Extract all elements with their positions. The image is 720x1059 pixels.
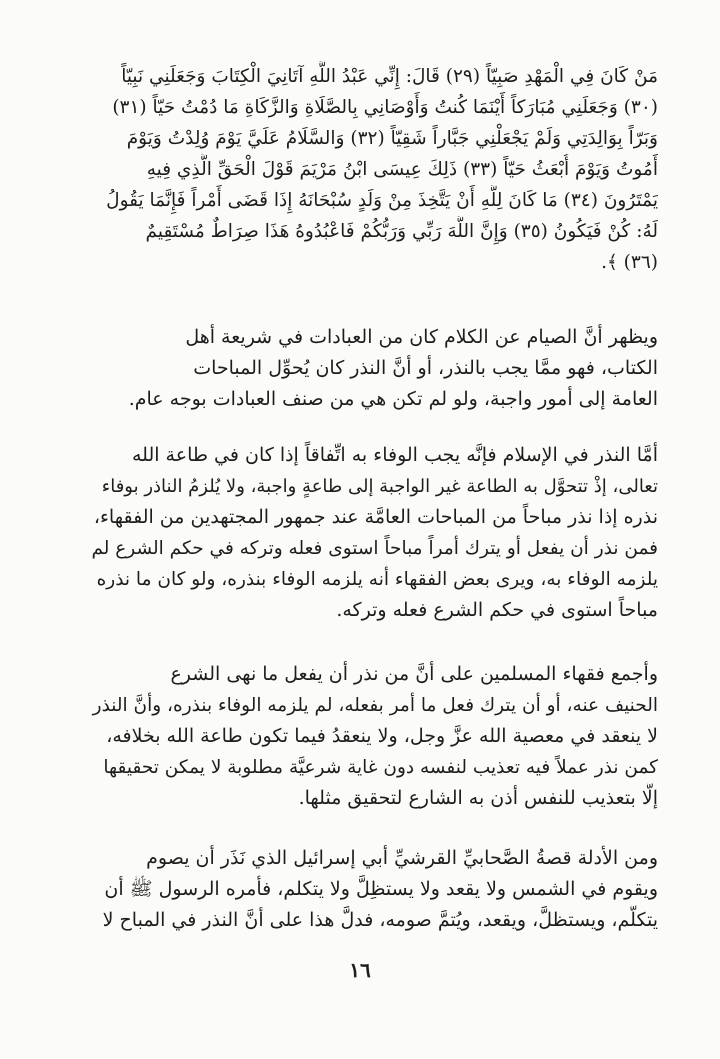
quran-line: لَهُ: كُنْ فَيَكُونُ (٣٥) وَإِنَّ اللَّهَ رَبِّي وَرَبُّكُمْ فَاعْبُدُوهُ هَذَا صِرَاطٌ مُسْتَقِيمٌ [145,221,658,242]
paragraph-line: الكتاب، فهو ممَّا يجب بالنذر، أو أنَّ النذر كان يُحوِّل المباحات [193,357,658,379]
quran-line: مَنْ كَانَ فِي الْمَهْدِ صَبِيّاً (٢٩) قَالَ: إِنِّي عَبْدُ اللَّهِ آتَانِيَ الْكِتَابَ وَجَعَلَنِي نَبِيّاً [121,66,658,87]
quran-verses-block [90,61,658,278]
paragraph-line: تعالى، إذْ تتحوَّل به الطاعة غير الواجبة إلى طاعةٍ واجبة، ولا يُلزمُ الناذر بوفاء [101,476,658,497]
paragraph-line: يتكلَّم، ويستظلَّ، ويقعد، ويُتمَّ صومه، فدلَّ هذا على أنَّ النذر في المباح لا [102,909,658,931]
paragraph-line: يلزمه الوفاء به، ويرى بعض الفقهاء أنه يلزمه الوفاء بنذره، ولو كان ما نذره [96,569,658,590]
paragraph-line: العامة إلى أمور واجبة، ولو لم تكن هي من صنف العبادات بوجه عام. [128,388,658,410]
paragraph-2 [90,440,658,626]
page-number: ١٦ [349,958,371,982]
paragraph-line: ومن الأدلة قصةُ الصَّحابيِّ القرشيِّ أبي إسرائيل الذي نَذَر أن يصوم [146,847,658,869]
quran-line: وَبَرّاً بِوَالِدَتِي وَلَمْ يَجْعَلْنِي جَبَّاراً شَقِيّاً (٣٢) وَالسَّلَامُ عَلَيَّ يَوْمَ وُلِدْتُ وَيَوْمَ [126,128,658,149]
paragraph-line: وأجمع فقهاء المسلمين على أنَّ من نذر أن يفعل ما نهى الشرع [170,663,658,685]
quran-line: (٣٦) ﴾. [601,252,658,273]
paragraph-line: فمن نذر أن يفعل أو يترك أمراً مباحاً استوى فعله وتركه في حكم الشرع لم [91,538,658,559]
paragraph-line: ويظهر أنَّ الصيام عن الكلام كان من العبادات في شريعة أهل [185,326,658,348]
quran-line: يَمْتَرُونَ (٣٤) مَا كَانَ لِلَّهِ أَنْ يَتَّخِذَ مِنْ وَلَدٍ سُبْحَانَهُ إِذَا قَضَى أَمْراً فَإِنَّمَا يَقُولُ [106,190,658,211]
paragraph-line: الحنيف عنه، أو أن يترك فعل ما أمر بفعله، لم يلزمه الوفاء بنذره، وأنَّ النذر [92,695,658,716]
paragraph-line: ويقوم في الشمس ولا يقعد ولا يستظِلَّ ولا يتكلم، فأمره الرسول ﷺ أن [104,878,658,900]
paragraph-3 [90,659,658,814]
paragraph-line: كمن نذر عملاً فيه تعذيب لنفسه دون غاية شرعيَّة مطلوبة لا يمكن تحقيقها [103,757,658,778]
paragraph-line: إلَّا بتعذيب للنفس أذن به الشارع لتحقيق مثلها. [298,787,658,809]
paragraph-line: نذره إذا نذر مباحاً من المباحات العامَّة عند جمهور المجتهدين من الفقهاء، [93,506,658,528]
paragraph-1 [90,322,658,415]
paragraph-line: أمَّا النذر في الإسلام فإنَّه يجب الوفاء به اتِّفاقاً إذا كان في طاعة الله [131,444,658,466]
quran-line: أَمُوتُ وَيَوْمَ أُبْعَثُ حَيّاً (٣٣) ذَلِكَ عِيسَى ابْنُ مَرْيَمَ قَوْلَ الْحَقِّ الَّذِي فِيهِ [146,159,658,180]
paragraph-line: مباحاً استوى في حكم الشرع فعله وتركه. [336,599,658,621]
paragraph-4 [90,843,658,936]
quran-line: (٣٠) وَجَعَلَنِي مُبَارَكاً أَيْنَمَا كُنتُ وَأَوْصَانِي بِالصَّلَاةِ وَالزَّكَاةِ مَا دُمْتُ حَيّاً (٣١) [112,97,658,118]
paragraph-line: لا ينعقد في معصية الله عزَّ وجل، ولا ينعقدُ فيما تكون طاعة الله بخلافه، [106,725,658,747]
